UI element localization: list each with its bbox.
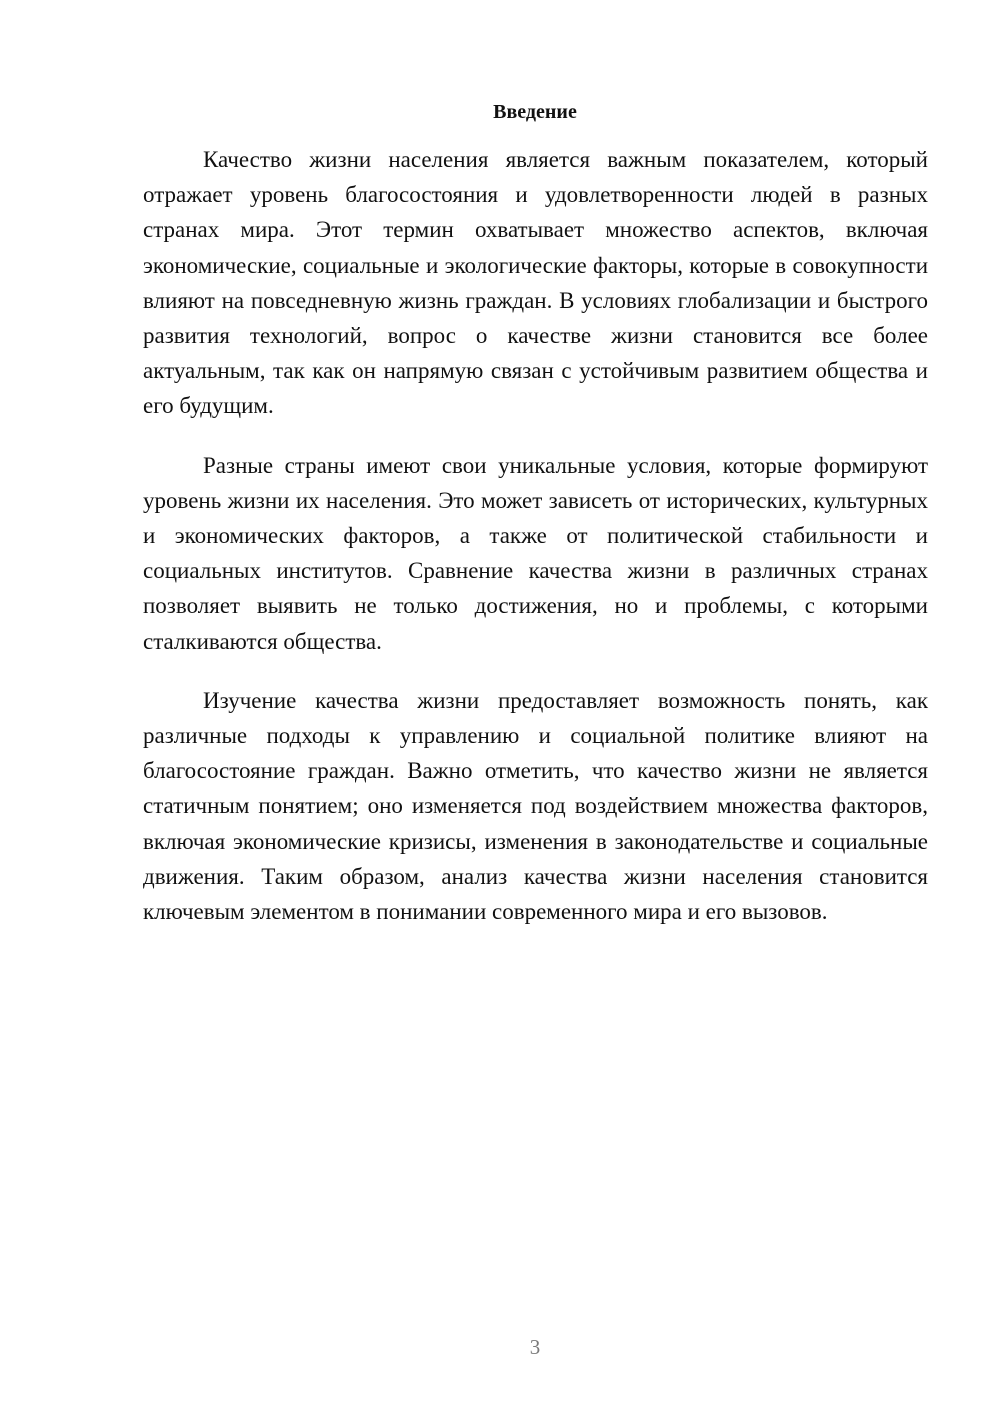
paragraph-1: Качество жизни населения является важным показателем, который отражает уровень благосостояния и удовлетворенности людей в разных странах мира. Этот термин охватывает множество аспектов, включая экономические, социальные и экологические факторы, которые в совокупности влияют на повседневную жизнь граждан. В условиях глобализации и быстрого развития технологий, вопрос о качестве жизни становится все более актуальным, так как он напрямую связан с устойчивым развитием общества и его будущим.	[143, 147, 928, 419]
page-number: 3	[529, 1335, 541, 1359]
section-heading: Введение	[493, 101, 577, 123]
paragraph-3: Изучение качества жизни предоставляет возможность понять, как различные подходы к управлению и социальной политике влияют на благосостояние граждан. Важно отметить, что качество жизни не является статичным понятием; оно изменяется под воздействием множества факторов, включая экономические кризисы, изменения в законодательстве и социальные движения. Таким образом, анализ качества жизни населения становится ключевым элементом в понимании современного мира и его вызовов.	[143, 687, 928, 925]
body-text	[143, 142, 928, 953]
paragraph-2: Разные страны имеют свои уникальные условия, которые формируют уровень жизни их населения. Это может зависеть от исторических, культурных и экономических факторов, а также от политической стабильности и социальных институтов. Сравнение качества жизни в различных странах позволяет выявить не только достижения, но и проблемы, с которыми сталкиваются общества.	[143, 452, 928, 654]
